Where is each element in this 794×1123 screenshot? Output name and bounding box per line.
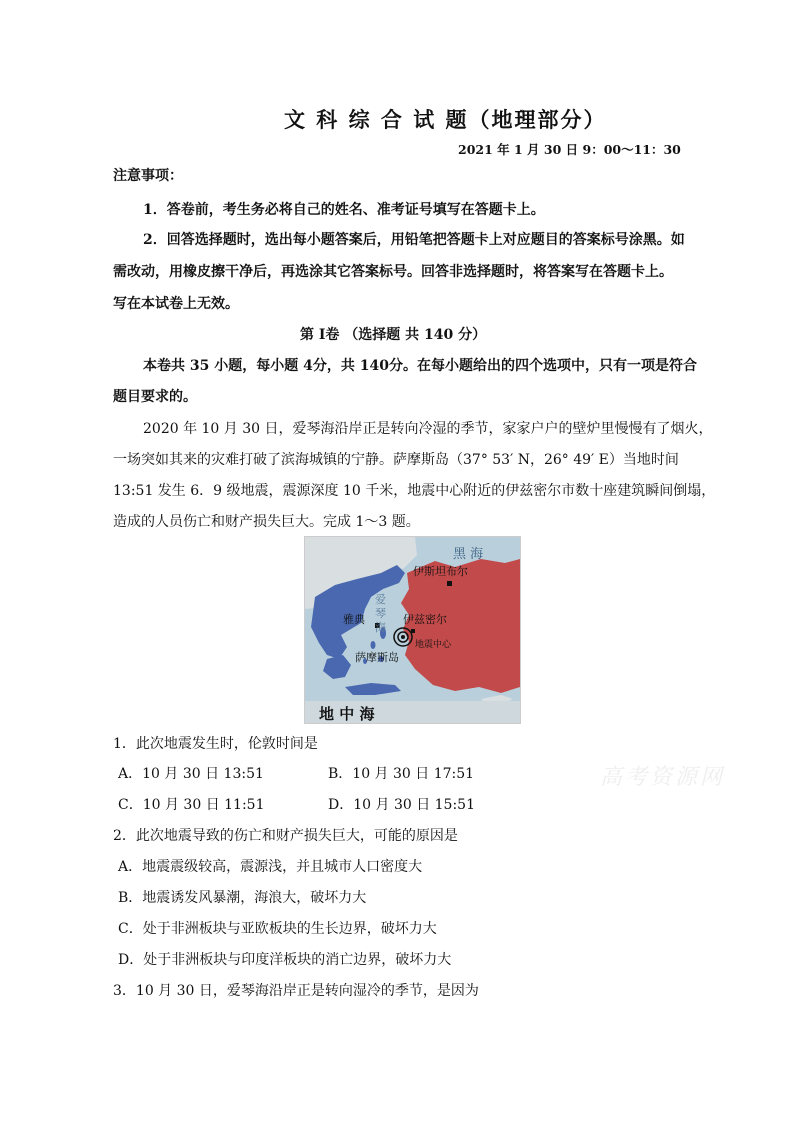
section-heading: 第 Ⅰ卷 （选择题 共 140 分） <box>300 327 487 343</box>
section-intro-line-1: 本卷共 35 小题，每小题 4分，共 140分。在每小题给出的四个选项中，只有一项是符合 <box>143 358 697 374</box>
question-1-option-d: D．10 月 30 日 15:51 <box>328 797 475 813</box>
izmir-marker <box>411 629 415 633</box>
notice-item-2-line-2: 需改动，用橡皮擦干净后，再选涂其它答案标号。回答非选择题时，将答案写在答题卡上。 <box>113 264 673 280</box>
question-1-option-a: A．10 月 30 日 13:51 <box>118 766 264 782</box>
question-3-stem: 3．10 月 30 日，爱琴海沿岸正是转向湿冷的季节，是因为 <box>113 983 479 999</box>
map-label-mediterranean: 地 中 海 <box>319 705 375 723</box>
map-label-izmir: 伊兹密尔 <box>403 613 447 626</box>
passage-line-4: 造成的人员伤亡和财产损失巨大。完成 1～3 题。 <box>113 514 420 530</box>
question-1-stem: 1．此次地震发生时，伦敦时间是 <box>113 736 318 752</box>
aegean-char-3: 海 <box>375 621 386 634</box>
istanbul-marker <box>447 581 452 586</box>
question-1-option-b: B．10 月 30 日 17:51 <box>328 766 475 782</box>
passage-line-1: 2020 年 10 月 30 日，爱琴海沿岸正是转向冷湿的季节，家家户户的壁炉里慢慢有了烟火， <box>143 421 713 437</box>
question-2-option-c: C．处于非洲板块与亚欧板块的生长边界，破坏力大 <box>118 921 437 937</box>
epicenter-dot <box>401 635 405 639</box>
map-label-istanbul: 伊斯坦布尔 <box>413 565 468 578</box>
aegean-char-1: 爱 <box>375 593 386 606</box>
map-label-epicenter: 地震中心 <box>415 640 452 650</box>
aegean-char-2: 琴 <box>375 607 386 620</box>
question-2-option-a: A．地震震级较高，震源浅，并且城市人口密度大 <box>118 859 423 875</box>
notice-item-1: 1．答卷前，考生务必将自己的姓名、准考证号填写在答题卡上。 <box>143 202 545 218</box>
question-1-option-c: C．10 月 30 日 11:51 <box>118 797 265 813</box>
map-label-black-sea: 黑 海 <box>453 547 484 562</box>
passage-line-2: 一场突如其来的灾难打破了滨海城镇的宁静。萨摩斯岛（37° 53′ N，26° 49′ E）当地时间 <box>113 452 679 468</box>
question-2-stem: 2．此次地震导致的伤亡和财产损失巨大，可能的原因是 <box>113 828 458 844</box>
section-intro-line-2: 题目要求的。 <box>113 389 197 405</box>
aegean-map <box>304 536 521 724</box>
notice-item-2-line-3: 写在本试卷上无效。 <box>113 296 239 312</box>
notice-item-2-line-1: 2．回答选择题时，选出每小题答案后，用铅笔把答题卡上对应题目的答案标号涂黑。如 <box>143 232 685 248</box>
exam-date: 2021 年 1 月 30 日 9：00～11：30 <box>458 142 681 157</box>
island-2 <box>371 641 376 649</box>
map-label-athens: 雅典 <box>343 613 365 626</box>
question-2-option-d: D．处于非洲板块与印度洋板块的消亡边界，破坏力大 <box>118 952 452 968</box>
passage-line-3: 13:51 发生 6．9 级地震，震源深度 10 千米，地震中心附近的伊兹密尔市数十座建筑瞬间倒塌， <box>113 483 716 499</box>
notice-heading: 注意事项： <box>113 168 183 184</box>
document-title: 文 科 综 合 试 题（地理部分） <box>284 107 607 132</box>
watermark: 高考资源网 <box>600 765 726 790</box>
question-2-option-b: B．地震诱发风暴潮，海浪大，破坏力大 <box>118 890 367 906</box>
map-label-samos: 萨摩斯岛 <box>355 651 399 664</box>
map-label-aegean <box>375 593 387 635</box>
